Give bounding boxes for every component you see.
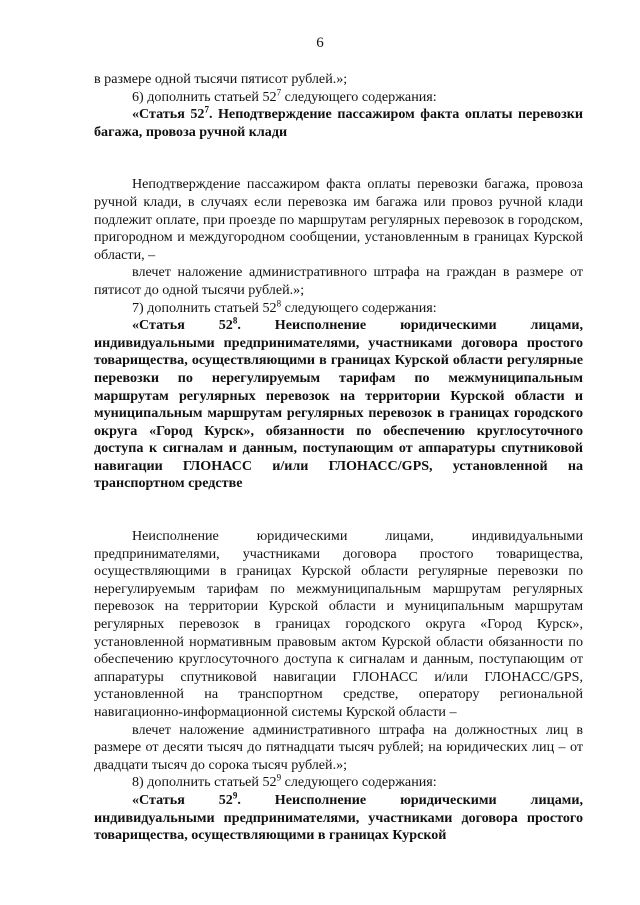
article-52-7-disposition: Неподтверждение пассажиром факта оплаты перевозки багажа, провоза ручной клади, в случаях если перевозка им багажа или провоз ручной клади подлежит оплате, при проезде по маршрутам регулярных перевозок в городском, пригородном и междугородном сообщении, установленным в границах Курской области, – (94, 176, 583, 263)
amendment-item-6: 6) дополнить статьей $52^7$ следующего содержания: (132, 86, 437, 105)
page-number: 6 (316, 35, 324, 51)
amendment-item-7: 7) дополнить статьей $52^8$ следующего содержания: (132, 297, 437, 316)
article-heading-52-7: «Статья $52^7$. Неподтверждение пассажиром факта оплаты перевозки багажа, провоза ручной клади (94, 104, 583, 140)
article-52-8-disposition: Неисполнение юридическими лицами, индивидуальными предпринимателями, участниками договора простого товарищества, осуществляющими в границах Курской области регулярные перевозки по нерегулируемым тарифам по межмуниципальным маршрутам регулярных перевозок на территории Курской области и муниципальным маршрутам регулярных перевозок в границах городского округа «Город Курск», установленной нормативным правовым актом Курской области обязанности по обеспечению круглосуточного доступа к сигналам и данным, поступающим от аппаратуры спутниковой навигации ГЛОНАСС и/или ГЛОНАСС/GPS, установленной на транспортном средстве, оператору региональной навигационно-информационной системы Курской области – (94, 528, 583, 720)
article-52-7-sanction: влечет наложение административного штрафа на граждан в размере от пятисот до одной тысячи рублей.»; (94, 264, 583, 298)
article-52-8-sanction: влечет наложение административного штрафа на должностных лиц в размере от десяти тысяч до пятнадцати тысяч рублей; на юридических лиц – от двадцати тысяч до сорока тысяч рублей.»; (94, 721, 583, 773)
article-heading-52-9: «Статья $52^9$. Неисполнение юридическими лицами, индивидуальными предпринимателями, участниками договора простого товарищества, осуществляющими в границах Курской (94, 790, 583, 844)
article-heading-52-8: «Статья $52^8$. Неисполнение юридическими лицами, индивидуальными предпринимателями, участниками договора простого товарищества, осуществляющими в границах Курской области регулярные перевозки по нерегулируемым тарифам по межмуниципальным маршрутам регулярных перевозок на территории Курской области и муниципальным маршрутам регулярных перевозок в границах городского округа «Город Курск», обязанности по обеспечению круглосуточного доступа к сигналам и данным, поступающим от аппаратуры спутниковой навигации ГЛОНАСС и/или ГЛОНАСС/GPS, установленной на транспортном средстве (94, 315, 583, 492)
document-body (94, 71, 583, 845)
paragraph-fine-tail: в размере одной тысячи пятисот рублей.»; (94, 71, 348, 87)
amendment-item-8: 8) дополнить статьей $52^9$ следующего содержания: (132, 772, 437, 791)
